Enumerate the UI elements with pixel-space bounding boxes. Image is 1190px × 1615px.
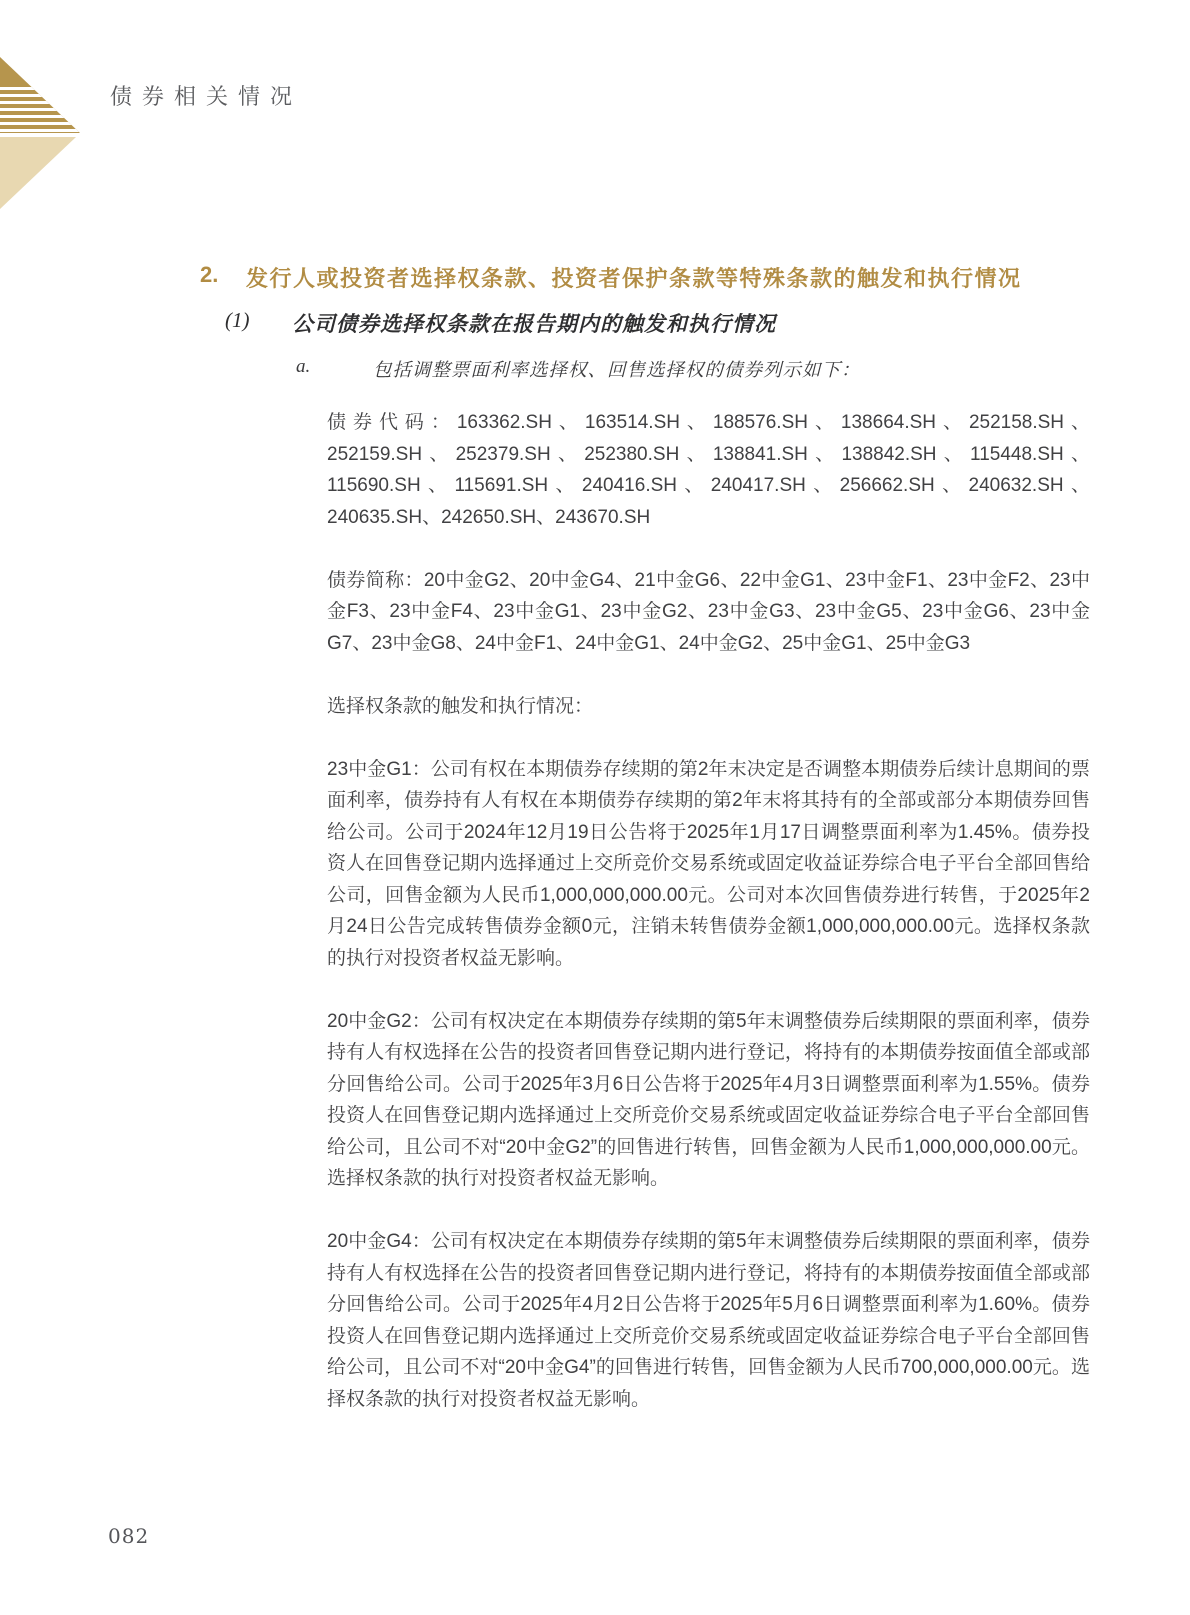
item-number: a. xyxy=(296,356,311,377)
section-title: 发行人或投资者选择权条款、投资者保护条款等特殊条款的触发和执行情况 xyxy=(246,266,1022,291)
corner-triangle-logo xyxy=(0,57,80,209)
subsection-heading xyxy=(225,308,776,338)
page-number: 082 xyxy=(108,1524,150,1548)
item-heading xyxy=(296,356,861,382)
bond-20zjg2-paragraph: 20中金G2：公司有权决定在本期债券存续期的第5年末调整债券后续期限的票面利率，债券持有人有权选择在公告的投资者回售登记期内进行登记，将持有的本期债券按面值全部或部分回售给公司。公司于2025年3月6日公告将于2025年4月3日调整票面利率为1.55%。债券投资人在回售登记期内选择通过上交所竞价交易系统或固定收益证券综合电子平台全部回售给公司，且公司不对“20中金G2”的回售进行转售，回售金额为人民币1,000,000,000.00元。选择权条款的执行对投资者权益无影响。 xyxy=(327,1010,1090,1189)
subsection-title: 公司债券选择权条款在报告期内的触发和执行情况 xyxy=(292,313,776,336)
bond-names-paragraph: 债券简称：20中金G2、20中金G4、21中金G6、22中金G1、23中金F1、23中金F2、23中金F3、23中金F4、23中金G1、23中金G2、23中金G3、23中金G5、23中金G6、23中金G7、23中金G8、24中金F1、24中金G1、24中金G2、25中金G1、25中金G3 xyxy=(327,569,1090,654)
bond-23zjg1-paragraph: 23中金G1：公司有权在本期债券存续期的第2年末决定是否调整本期债券后续计息期间的票面利率，债券持有人有权在本期债券存续期的第2年末将其持有的全部或部分本期债券回售给公司。公司于2024年12月19日公告将于2025年1月17日调整票面利率为1.45%。债券投资人在回售登记期内选择通过上交所竞价交易系统或固定收益证券综合电子平台全部回售给公司，回售金额为人民币1,000,000,000.00元。公司对本次回售债券进行转售，于2025年2月24日公告完成转售债券金额0元，注销未转售债券金额1,000,000,000.00元。选择权条款的执行对投资者权益无影响。 xyxy=(327,758,1090,969)
trigger-intro-line: 选择权条款的触发和执行情况： xyxy=(327,695,594,717)
bond-codes-paragraph: 债券代码：163362.SH、163514.SH、188576.SH、138664.SH、252158.SH、252159.SH、252379.SH、252380.SH、138841.SH、138842.SH、115448.SH、115690.SH、115691.SH、240416.SH、240417.SH、256662.SH、240632.SH、240635.SH、242650.SH、243670.SH xyxy=(327,412,1090,528)
section-number: 2. xyxy=(200,262,219,287)
page-header-title: 债券相关情况 xyxy=(110,84,303,109)
section-heading xyxy=(200,262,1022,293)
item-title: 包括调整票面利率选择权、回售选择权的债券列示如下： xyxy=(373,359,861,380)
body-content xyxy=(327,407,1090,1415)
bond-20zjg4-paragraph: 20中金G4：公司有权决定在本期债券存续期的第5年末调整债券后续期限的票面利率，债券持有人有权选择在公告的投资者回售登记期内进行登记，将持有的本期债券按面值全部或部分回售给公司。公司于2025年4月2日公告将于2025年5月6日调整票面利率为1.60%。债券投资人在回售登记期内选择通过上交所竞价交易系统或固定收益证券综合电子平台全部回售给公司，且公司不对“20中金G4”的回售进行转售，回售金额为人民币700,000,000.00元。选择权条款的执行对投资者权益无影响。 xyxy=(327,1231,1090,1410)
subsection-number: (1) xyxy=(225,308,250,332)
logo-bottom-triangle xyxy=(0,137,76,209)
